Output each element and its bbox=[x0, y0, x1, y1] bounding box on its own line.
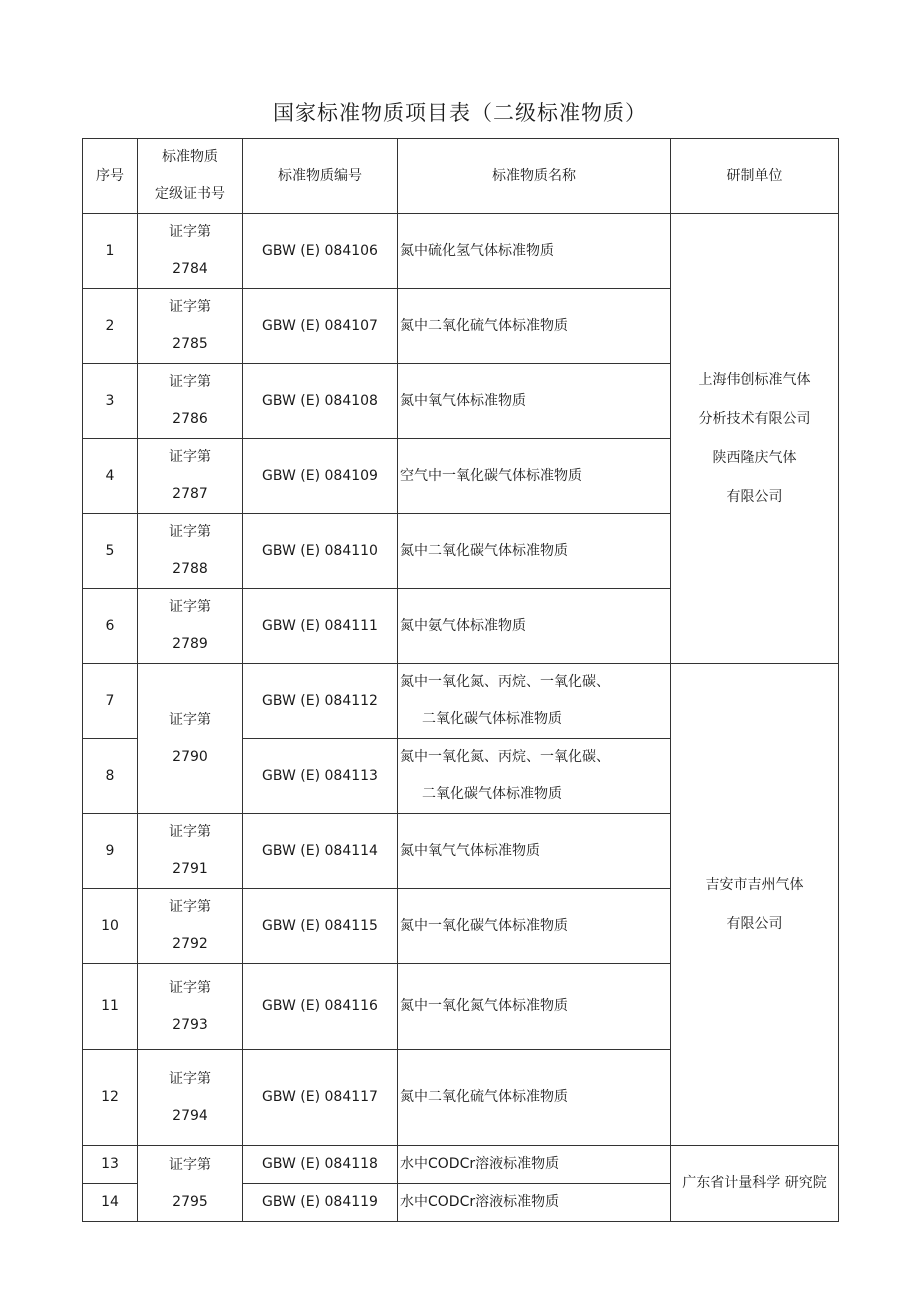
reference-materials-table bbox=[82, 138, 839, 1222]
row-seq: 10 bbox=[83, 889, 138, 964]
header-cert-line1: 标准物质 bbox=[162, 149, 218, 165]
cert-number: 2793 bbox=[172, 1016, 208, 1033]
header-cert bbox=[138, 139, 243, 214]
row-name: 水中CODCr溶液标准物质 bbox=[398, 1146, 671, 1184]
row-cert bbox=[138, 289, 243, 364]
table-row bbox=[83, 1146, 839, 1184]
unit-line: 有限公司 bbox=[726, 915, 783, 932]
row-name: 氮中二氧化硫气体标准物质 bbox=[398, 289, 671, 364]
header-code: 标准物质编号 bbox=[243, 139, 398, 214]
row-code: GBW (E) 084108 bbox=[243, 364, 398, 439]
row-name bbox=[398, 739, 671, 814]
row-seq: 2 bbox=[83, 289, 138, 364]
row-name: 氮中氨气体标准物质 bbox=[398, 589, 671, 664]
row-cert bbox=[138, 214, 243, 289]
cert-prefix: 证字第 bbox=[169, 524, 211, 540]
row-code: GBW (E) 084118 bbox=[243, 1146, 398, 1184]
row-code: GBW (E) 084114 bbox=[243, 814, 398, 889]
row-seq: 1 bbox=[83, 214, 138, 289]
cert-prefix: 证字第 bbox=[169, 1156, 211, 1173]
row-cert bbox=[138, 439, 243, 514]
row-seq: 5 bbox=[83, 514, 138, 589]
unit-line: 有限公司 bbox=[726, 488, 783, 505]
row-cert bbox=[138, 589, 243, 664]
cert-prefix: 证字第 bbox=[169, 824, 211, 840]
cert-prefix: 证字第 bbox=[169, 599, 211, 615]
unit-group-1 bbox=[671, 214, 839, 664]
row-name: 氮中一氧化氮气体标准物质 bbox=[398, 964, 671, 1050]
row-name: 氮中氧气气体标准物质 bbox=[398, 814, 671, 889]
cert-number: 2784 bbox=[172, 261, 208, 277]
header-name: 标准物质名称 bbox=[398, 139, 671, 214]
name-line1: 氮中一氧化氮、丙烷、一氧化碳、 bbox=[400, 749, 610, 765]
cert-prefix: 证字第 bbox=[169, 374, 211, 390]
row-name bbox=[398, 664, 671, 739]
row-cert bbox=[138, 964, 243, 1050]
table-header-row bbox=[83, 139, 839, 214]
row-code: GBW (E) 084116 bbox=[243, 964, 398, 1050]
row-code: GBW (E) 084109 bbox=[243, 439, 398, 514]
row-name: 氮中二氧化硫气体标准物质 bbox=[398, 1050, 671, 1146]
cert-prefix: 证字第 bbox=[169, 449, 211, 465]
row-cert bbox=[138, 1050, 243, 1146]
cert-number: 2791 bbox=[172, 861, 208, 877]
unit-line: 吉安市吉州气体 bbox=[705, 876, 804, 893]
row-seq: 9 bbox=[83, 814, 138, 889]
row-code: GBW (E) 084117 bbox=[243, 1050, 398, 1146]
row-seq: 4 bbox=[83, 439, 138, 514]
cert-number: 2788 bbox=[172, 561, 208, 577]
name-line2: 二氧化碳气体标准物质 bbox=[422, 786, 562, 802]
row-seq: 14 bbox=[83, 1184, 138, 1222]
row-seq: 8 bbox=[83, 739, 138, 814]
cert-prefix: 证字第 bbox=[169, 899, 211, 915]
name-line2: 二氧化碳气体标准物质 bbox=[422, 711, 562, 727]
row-code: GBW (E) 084113 bbox=[243, 739, 398, 814]
row-name: 氮中二氧化碳气体标准物质 bbox=[398, 514, 671, 589]
cert-prefix: 证字第 bbox=[169, 1070, 211, 1087]
page-title: 国家标准物质项目表（二级标准物质） bbox=[273, 101, 647, 125]
table-row bbox=[83, 214, 839, 289]
row-code: GBW (E) 084106 bbox=[243, 214, 398, 289]
row-seq: 13 bbox=[83, 1146, 138, 1184]
row-code: GBW (E) 084111 bbox=[243, 589, 398, 664]
cert-prefix: 证字第 bbox=[169, 979, 211, 996]
cert-prefix: 证字第 bbox=[169, 299, 211, 315]
row-seq: 3 bbox=[83, 364, 138, 439]
row-cert bbox=[138, 1146, 243, 1222]
row-name: 空气中一氧化碳气体标准物质 bbox=[398, 439, 671, 514]
row-cert bbox=[138, 364, 243, 439]
row-code: GBW (E) 084107 bbox=[243, 289, 398, 364]
cert-number: 2790 bbox=[172, 748, 208, 765]
row-cert bbox=[138, 664, 243, 814]
cert-number: 2789 bbox=[172, 636, 208, 652]
header-cert-line2: 定级证书号 bbox=[155, 186, 225, 202]
unit-group-3: 广东省计量科学 研究院 bbox=[671, 1146, 839, 1222]
row-seq: 7 bbox=[83, 664, 138, 739]
cert-number: 2785 bbox=[172, 336, 208, 352]
row-cert bbox=[138, 814, 243, 889]
cert-number: 2792 bbox=[172, 936, 208, 952]
row-code: GBW (E) 084115 bbox=[243, 889, 398, 964]
row-name: 氮中硫化氢气体标准物质 bbox=[398, 214, 671, 289]
row-name: 氮中氧气体标准物质 bbox=[398, 364, 671, 439]
row-code: GBW (E) 084110 bbox=[243, 514, 398, 589]
row-cert bbox=[138, 514, 243, 589]
cert-prefix: 证字第 bbox=[169, 224, 211, 240]
header-seq: 序号 bbox=[83, 139, 138, 214]
row-code: GBW (E) 084119 bbox=[243, 1184, 398, 1222]
unit-line: 上海伟创标准气体 bbox=[698, 371, 811, 388]
row-cert bbox=[138, 889, 243, 964]
unit-group-2 bbox=[671, 664, 839, 1146]
row-name: 氮中一氧化碳气体标准物质 bbox=[398, 889, 671, 964]
name-line1: 氮中一氧化氮、丙烷、一氧化碳、 bbox=[400, 674, 610, 690]
unit-line: 分析技术有限公司 bbox=[698, 410, 811, 427]
cert-number: 2787 bbox=[172, 486, 208, 502]
table-row bbox=[83, 664, 839, 739]
cert-number: 2795 bbox=[172, 1193, 208, 1210]
header-unit: 研制单位 bbox=[671, 139, 839, 214]
cert-number: 2786 bbox=[172, 411, 208, 427]
unit-line: 陕西隆庆气体 bbox=[712, 449, 797, 466]
cert-number: 2794 bbox=[172, 1107, 208, 1124]
row-name: 水中CODCr溶液标准物质 bbox=[398, 1184, 671, 1222]
row-code: GBW (E) 084112 bbox=[243, 664, 398, 739]
row-seq: 12 bbox=[83, 1050, 138, 1146]
row-seq: 11 bbox=[83, 964, 138, 1050]
cert-prefix: 证字第 bbox=[169, 711, 211, 728]
row-seq: 6 bbox=[83, 589, 138, 664]
